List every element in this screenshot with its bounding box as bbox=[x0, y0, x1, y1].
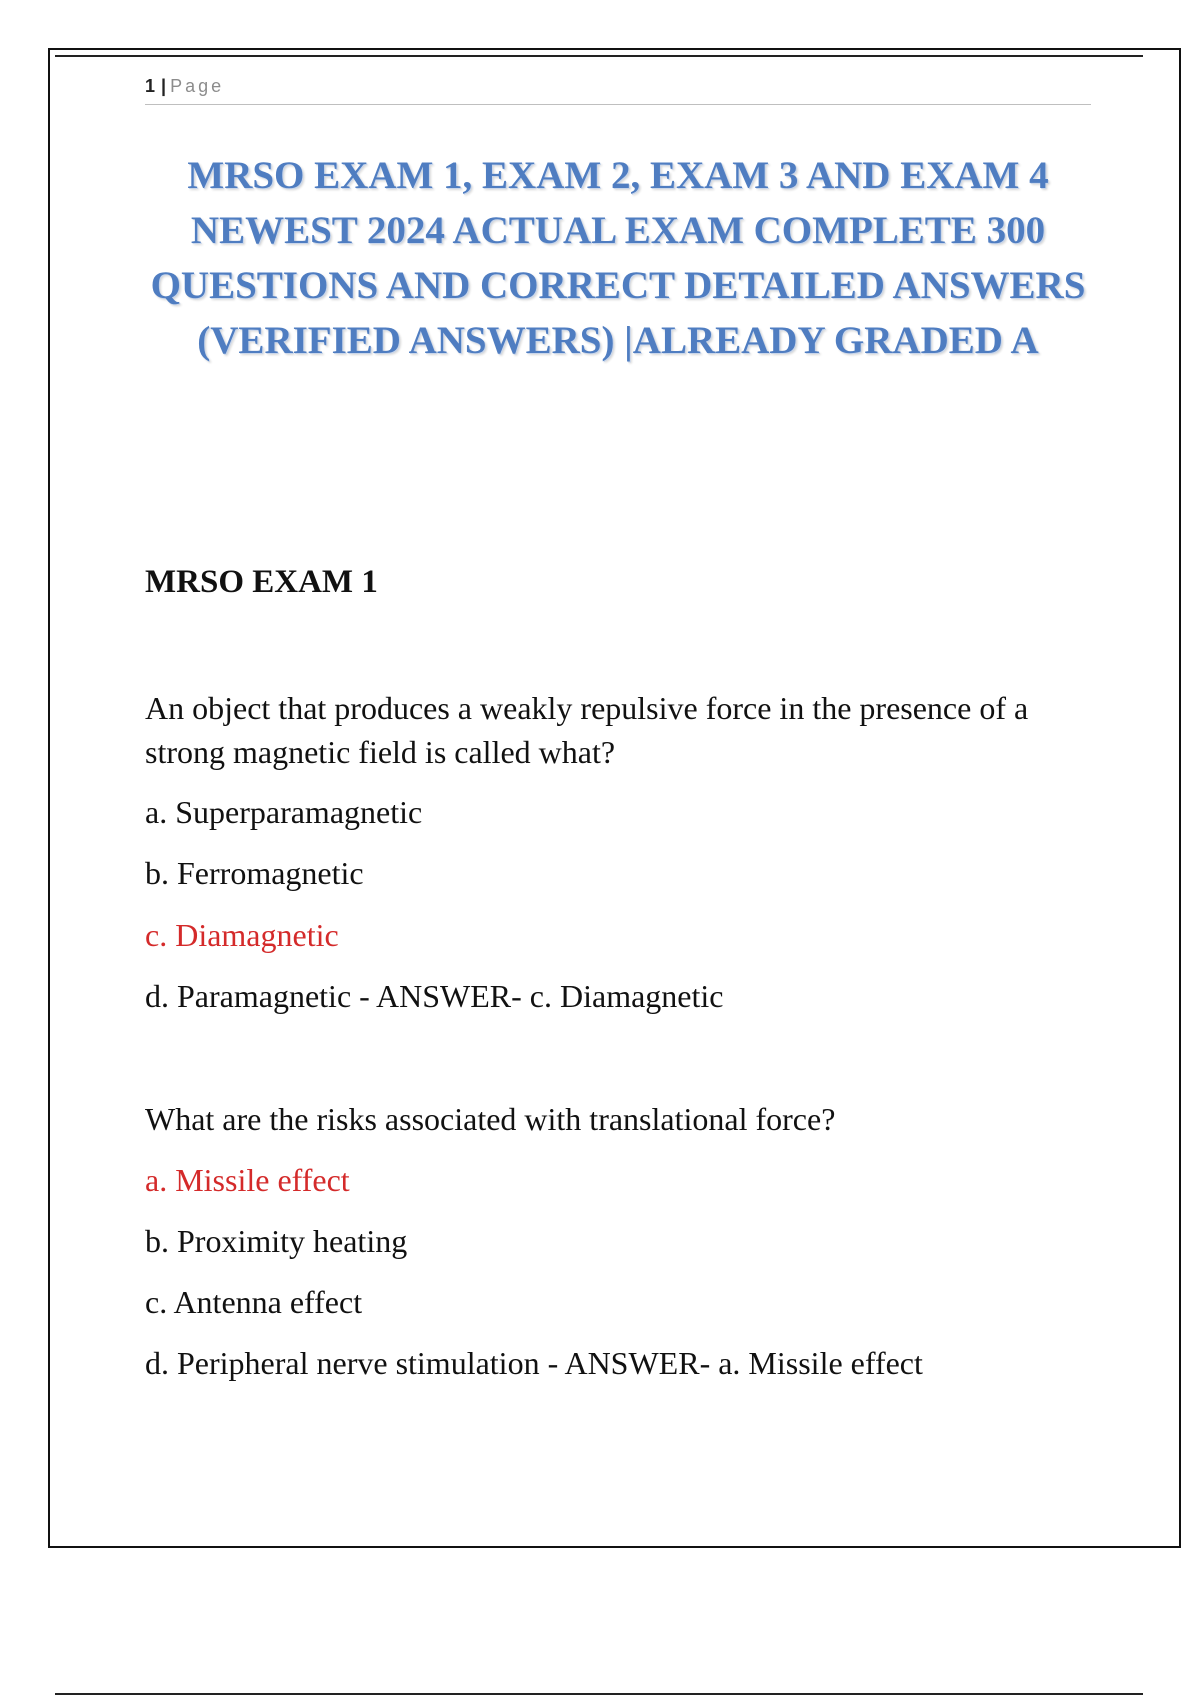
question-1-option-d: d. Paramagnetic - ANSWER- c. Diamagnetic bbox=[145, 978, 724, 1014]
question-2-option-b: b. Proximity heating bbox=[145, 1223, 408, 1259]
question-2-text: What are the risks associated with translational force? bbox=[145, 1101, 836, 1137]
page-number: 1 bbox=[145, 76, 156, 96]
bottom-rule bbox=[55, 1693, 1143, 1695]
question-1-option-b: b. Ferromagnetic bbox=[145, 855, 364, 891]
question-1-text: An object that produces a weakly repulsive force in the presence of a strong magnetic field is called what? bbox=[145, 690, 1029, 770]
question-1-option-c: c. Diamagnetic bbox=[145, 917, 339, 953]
section-heading: MRSO EXAM 1 bbox=[145, 564, 378, 600]
page-label: Page bbox=[170, 76, 225, 96]
question-1-option-a: a. Superparamagnetic bbox=[145, 794, 423, 830]
document-title: MRSO EXAM 1, EXAM 2, EXAM 3 AND EXAM 4 NEWEST 2024 ACTUAL EXAM COMPLETE 300 QUESTIONS AND CORRECT DETAILED ANSWERS (VERIFIED ANSWERS) |ALREADY GRADED A bbox=[150, 154, 1086, 362]
question-2-option-a: a. Missile effect bbox=[145, 1162, 350, 1198]
page-header bbox=[145, 74, 1091, 105]
question-2-option-c: c. Antenna effect bbox=[145, 1284, 363, 1320]
question-2-option-d: d. Peripheral nerve stimulation - ANSWER- a. Missile effect bbox=[145, 1345, 923, 1381]
page-separator: | bbox=[161, 76, 167, 96]
